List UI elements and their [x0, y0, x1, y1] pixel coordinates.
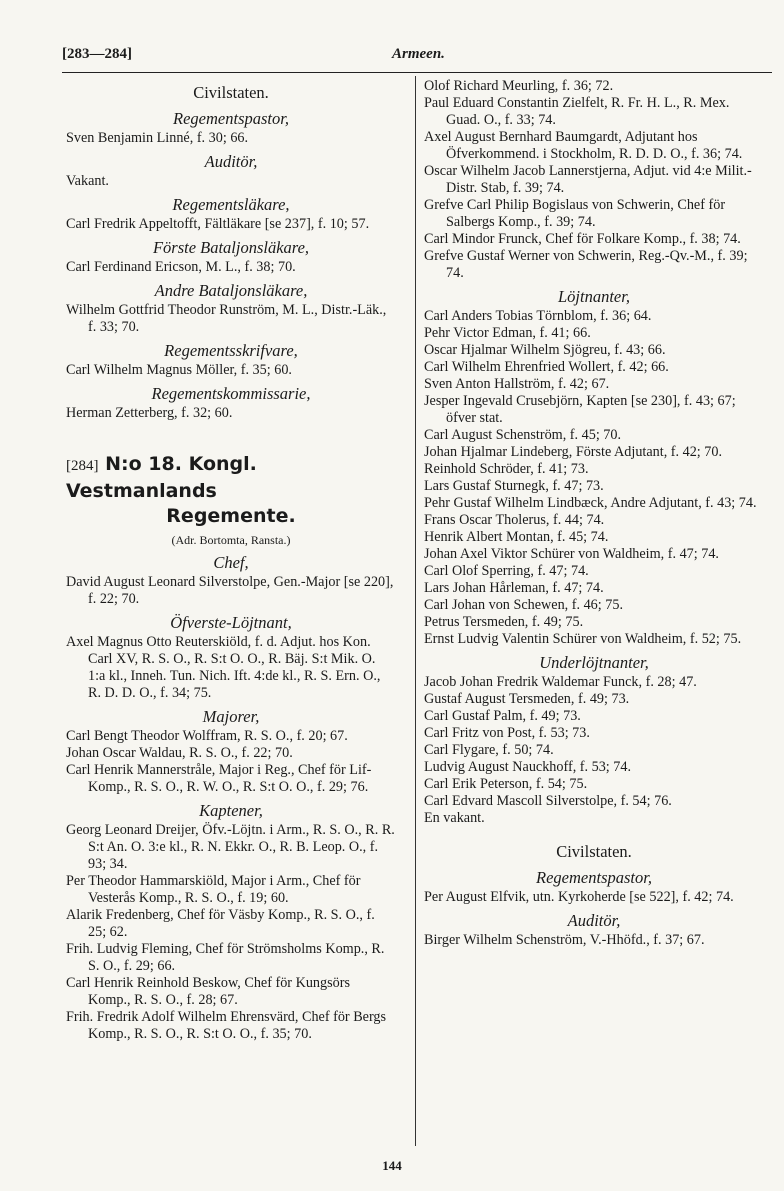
section-title: Underlöjtnanter,	[539, 653, 649, 672]
section-title: Öfverste-Löjtnant,	[170, 613, 292, 632]
roster-entry: Carl Anders Tobias Törnblom, f. 36; 64.	[424, 308, 652, 324]
roster-entry: Lars Johan Hårleman, f. 47; 74.	[424, 580, 604, 596]
roster-entry: Carl Wilhelm Ehrenfried Wollert, f. 42; 66.	[424, 359, 669, 375]
roster-entry: Per Theodor Hammarskiöld, Major i Arm., Chef för Vesterås Komp., R. S. O., f. 19; 60.	[66, 873, 361, 906]
roster-entry: Frih. Ludvig Fleming, Chef för Strömsholms Komp., R. S. O., f. 29; 66.	[66, 941, 385, 974]
section-title: Auditör,	[567, 911, 621, 930]
roster-entry: Birger Wilhelm Schenström, V.-Hhöfd., f. 37; 67.	[424, 932, 705, 948]
regiment-ref: [284]	[66, 458, 99, 474]
roster-entry: Carl Henrik Reinhold Beskow, Chef för Kungsörs Komp., R. S. O., f. 28; 67.	[66, 975, 350, 1008]
section-title: Chef,	[213, 553, 249, 572]
column-divider	[415, 76, 416, 1146]
left-officer-sections	[66, 551, 396, 1043]
roster-entry: En vakant.	[424, 810, 485, 826]
roster-entry: Grefve Gustaf Werner von Schwerin, Reg.-Qv.-M., f. 39; 74.	[424, 248, 748, 281]
roster-entry: Johan Hjalmar Lindeberg, Förste Adjutant, f. 42; 70.	[424, 444, 723, 460]
roster-entry: Carl Bengt Theodor Wolffram, R. S. O., f. 20; 67.	[66, 728, 348, 744]
section-title: Majorer,	[202, 707, 260, 726]
roster-entry: Carl Wilhelm Magnus Möller, f. 35; 60.	[66, 362, 292, 378]
roster-entry: Per August Elfvik, utn. Kyrkoherde [se 522], f. 42; 74.	[424, 889, 734, 905]
section-title: Regementskommissarie,	[151, 384, 311, 403]
section-title: Auditör,	[204, 152, 258, 171]
roster-entry: Reinhold Schröder, f. 41; 73.	[424, 461, 589, 477]
section-title: Regementspastor,	[536, 868, 652, 887]
running-title: Armeen.	[392, 46, 445, 62]
roster-entry: David August Leonard Silverstolpe, Gen.-Major [se 220], f. 22; 70.	[66, 574, 394, 607]
roster-entry: Pehr Victor Edman, f. 41; 66.	[424, 325, 591, 341]
section-title: Regementspastor,	[173, 109, 289, 128]
roster-entry: Johan Axel Viktor Schürer von Waldheim, f. 47; 74.	[424, 546, 719, 562]
section-title: Löjtnanter,	[558, 287, 630, 306]
right-continued-entries	[424, 78, 764, 282]
roster-entry: Wilhelm Gottfrid Theodor Runström, M. L., Distr.-Läk., f. 33; 70.	[66, 302, 387, 335]
roster-entry: Johan Oscar Waldau, R. S. O., f. 22; 70.	[66, 745, 293, 761]
roster-entry: Carl Erik Peterson, f. 54; 75.	[424, 776, 588, 792]
roster-entry: Vakant.	[66, 173, 109, 189]
roster-entry: Lars Gustaf Sturnegk, f. 47; 73.	[424, 478, 604, 494]
roster-entry: Olof Richard Meurling, f. 36; 72.	[424, 78, 614, 94]
section-title: Regementsskrifvare,	[164, 341, 298, 360]
right-civil-sections	[424, 866, 764, 949]
roster-entry: Carl Gustaf Palm, f. 49; 73.	[424, 708, 581, 724]
roster-entry: Oscar Wilhelm Jacob Lannerstjerna, Adjut. vid 4:e Milit.-Distr. Stab, f. 39; 74.	[424, 163, 752, 196]
regiment-title-line2: Regemente.	[166, 505, 296, 527]
section-title: Kaptener,	[199, 801, 263, 820]
right-column	[424, 78, 764, 949]
roster-entry: Georg Leonard Dreijer, Öfv.-Löjtn. i Arm., R. S. O., R. R. S:t An. O. 3:e kl., R. N. Ekkr. O., R. B. Leop. O., f. 93; 34.	[66, 822, 395, 872]
regiment-heading	[66, 452, 396, 504]
roster-entry: Sven Benjamin Linné, f. 30; 66.	[66, 130, 249, 146]
header-rule	[62, 72, 772, 73]
roster-entry: Paul Eduard Constantin Zielfelt, R. Fr. H. L., R. Mex. Guad. O., f. 33; 74.	[424, 95, 730, 128]
roster-entry: Ludvig August Nauckhoff, f. 53; 74.	[424, 759, 632, 775]
roster-entry: Carl Mindor Frunck, Chef för Folkare Komp., f. 38; 74.	[424, 231, 741, 247]
roster-entry: Frih. Fredrik Adolf Wilhelm Ehrensvärd, Chef för Bergs Komp., R. S. O., R. S:t O. O., f. 35; 70.	[66, 1009, 387, 1042]
roster-entry: Henrik Albert Montan, f. 45; 74.	[424, 529, 609, 545]
section-title: Andre Bataljonsläkare,	[154, 281, 308, 300]
roster-entry: Jacob Johan Fredrik Waldemar Funck, f. 28; 47.	[424, 674, 697, 690]
roster-entry: Ernst Ludvig Valentin Schürer von Waldheim, f. 52; 75.	[424, 631, 742, 647]
roster-entry: Axel August Bernhard Baumgardt, Adjutant hos Öfverkommend. i Stockholm, R. D. D. O., f. 36; 74.	[424, 129, 743, 162]
page-number: 144	[382, 1158, 402, 1173]
roster-entry: Oscar Hjalmar Wilhelm Sjögreu, f. 43; 66.	[424, 342, 666, 358]
page-header	[62, 42, 772, 72]
section-title: Förste Bataljonsläkare,	[152, 238, 310, 257]
roster-entry: Carl Edvard Mascoll Silverstolpe, f. 54; 76.	[424, 793, 672, 809]
roster-entry: Herman Zetterberg, f. 32; 60.	[66, 405, 233, 421]
right-officer-sections	[424, 285, 764, 827]
roster-entry: Carl Fredrik Appeltofft, Fältläkare [se 237], f. 10; 57.	[66, 216, 370, 232]
roster-entry: Carl Flygare, f. 50; 74.	[424, 742, 554, 758]
roster-entry: Frans Oscar Tholerus, f. 44; 74.	[424, 512, 605, 528]
roster-entry: Sven Anton Hallström, f. 42; 67.	[424, 376, 610, 392]
roster-entry: Carl Henrik Mannerstråle, Major i Reg., Chef för Lif-Komp., R. S. O., R. W. O., R. S:t O. O., f. 29; 76.	[66, 762, 372, 795]
regiment-address: (Adr. Bortomta, Ransta.)	[171, 533, 291, 547]
roster-entry: Carl August Schenström, f. 45; 70.	[424, 427, 622, 443]
roster-entry: Carl Johan von Schewen, f. 46; 75.	[424, 597, 623, 613]
roster-entry: Axel Magnus Otto Reuterskiöld, f. d. Adjut. hos Kon. Carl XV, R. S. O., R. S:t O. O., R. Bäj. S:t Mik. O. 1:a kl., Inneh. Tun. Nich. Ift. 4:de kl., R. S. Ern. O., R. D. D. O., f. 34; 75.	[66, 634, 381, 701]
roster-entry: Carl Fritz von Post, f. 53; 73.	[424, 725, 590, 741]
section-title: Regementsläkare,	[172, 195, 290, 214]
regiment-title: N:o 18. Kongl. Vestmanlands	[66, 453, 257, 502]
roster-entry: Jesper Ingevald Crusebjörn, Kapten [se 230], f. 43; 67; öfver stat.	[424, 393, 736, 426]
roster-entry: Alarik Fredenberg, Chef för Väsby Komp., R. S. O., f. 25; 62.	[66, 907, 375, 940]
roster-entry: Pehr Gustaf Wilhelm Lindbæck, Andre Adjutant, f. 43; 74.	[424, 495, 757, 511]
left-civil-sections	[66, 107, 396, 422]
roster-entry: Gustaf August Tersmeden, f. 49; 73.	[424, 691, 630, 707]
page-range: [283—284]	[62, 46, 132, 62]
roster-entry: Carl Olof Sperring, f. 47; 74.	[424, 563, 589, 579]
left-column	[66, 78, 396, 1043]
civil-heading-left: Civilstaten.	[193, 83, 269, 102]
roster-entry: Petrus Tersmeden, f. 49; 75.	[424, 614, 584, 630]
civil-heading-right: Civilstaten.	[556, 842, 632, 861]
roster-entry: Carl Ferdinand Ericson, M. L., f. 38; 70.	[66, 259, 296, 275]
roster-entry: Grefve Carl Philip Bogislaus von Schwerin, Chef för Salbergs Komp., f. 39; 74.	[424, 197, 726, 230]
